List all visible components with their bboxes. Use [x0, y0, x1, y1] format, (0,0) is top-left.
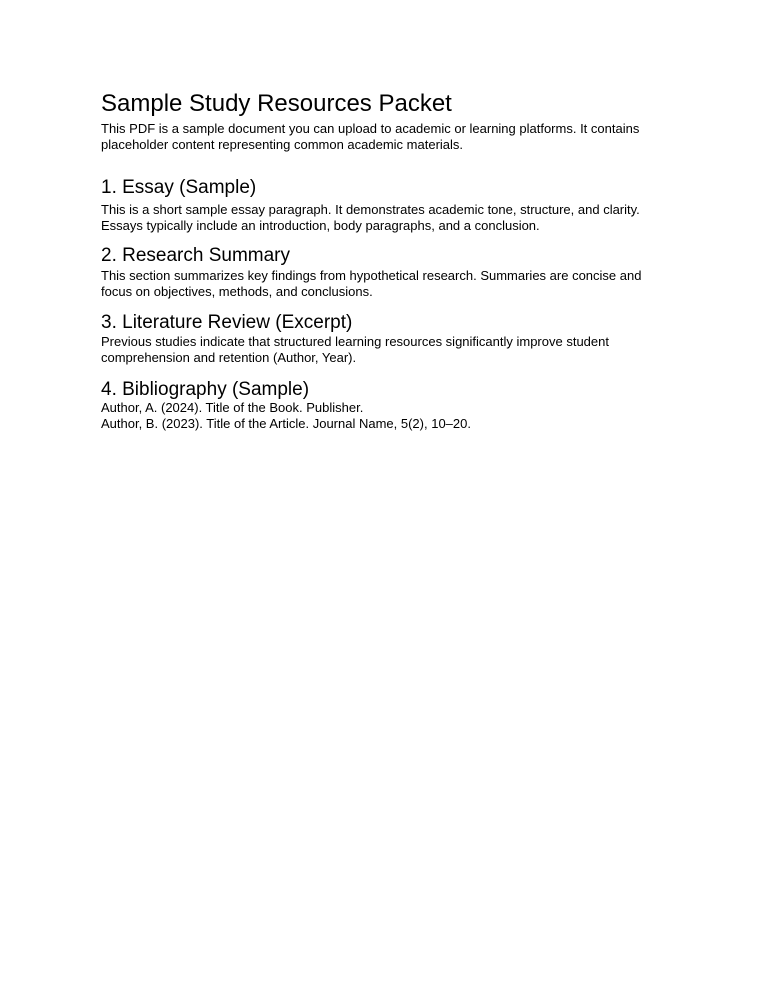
section-heading-essay: 1. Essay (Sample): [101, 177, 257, 198]
bibliography-entry: Author, A. (2024). Title of the Book. Publisher.: [101, 400, 364, 415]
intro-paragraph: [101, 121, 639, 153]
section-body-essay: [101, 202, 640, 234]
section-body-research-summary: [101, 268, 641, 300]
text-line: placeholder content representing common academic materials.: [101, 137, 464, 152]
section-body-literature-review: [101, 334, 609, 366]
section-heading-bibliography: 4. Bibliography (Sample): [101, 379, 310, 400]
document-title: Sample Study Resources Packet: [101, 90, 452, 117]
text-line: Essays typically include an introduction, body paragraphs, and a conclusion.: [101, 218, 540, 233]
section-body-bibliography: [101, 400, 471, 432]
text-line: This is a short sample essay paragraph. It demonstrates academic tone, structure, and clarity.: [101, 202, 640, 217]
bibliography-entry: Author, B. (2023). Title of the Article. Journal Name, 5(2), 10–20.: [101, 416, 471, 431]
text-line: focus on objectives, methods, and conclusions.: [101, 284, 373, 299]
text-line: This PDF is a sample document you can upload to academic or learning platforms. It contains: [101, 121, 640, 136]
text-line: This section summarizes key findings from hypothetical research. Summaries are concise and: [101, 268, 642, 283]
section-heading-literature-review: 3. Literature Review (Excerpt): [101, 312, 353, 333]
text-line: comprehension and retention (Author, Year).: [101, 350, 357, 365]
section-heading-research-summary: 2. Research Summary: [101, 245, 291, 266]
text-line: Previous studies indicate that structured learning resources significantly improve student: [101, 334, 609, 349]
